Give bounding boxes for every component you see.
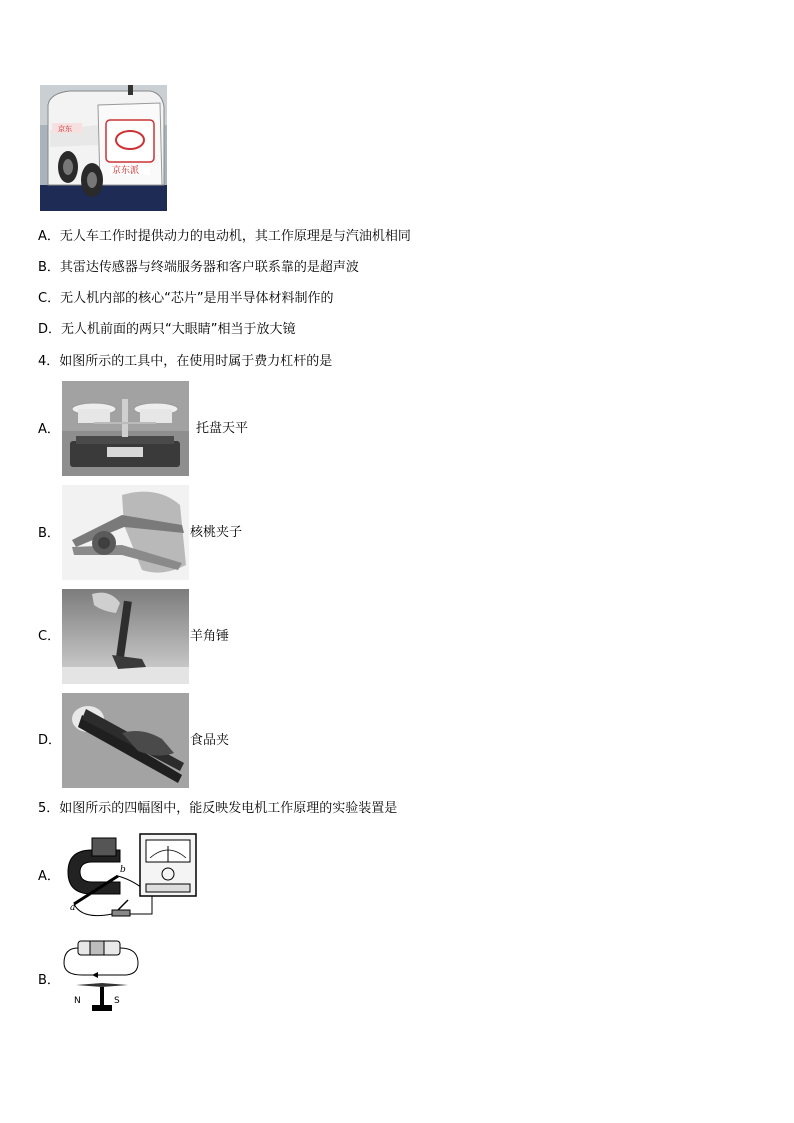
label-n: N (74, 996, 81, 1006)
truck-logo-side: 京东 (58, 125, 72, 133)
generator-apparatus-diagram (62, 828, 199, 925)
delivery-truck-photo (40, 85, 167, 211)
q3-option-d-label: D． (38, 322, 62, 337)
q4-option-c-caption: 羊角锤 (190, 629, 230, 644)
q3-option-b-label: B． (38, 260, 60, 275)
q4-stem: 4．如图所示的工具中，在使用时属于费力杠杆的是 (38, 354, 333, 369)
q3-option-d (38, 321, 296, 339)
q5-option-b-label: B． (38, 973, 60, 988)
q4-option-a-caption: 托盘天平 (196, 421, 249, 436)
balance-scale-photo (62, 381, 189, 476)
label-b: b (120, 865, 126, 875)
q4-option-d-label: D． (38, 733, 62, 748)
q5-option-a-label: A． (38, 869, 60, 884)
q3-option-c-text: 无人机内部的核心“芯片”是用半导体材料制作的 (60, 291, 334, 306)
q3-option-b (38, 259, 359, 277)
truck-logo-main: 京东派 (112, 166, 140, 176)
food-tongs-photo (62, 693, 189, 788)
q3-option-c-label: C． (38, 291, 61, 306)
q4-option-c-label: C． (38, 629, 61, 644)
q4-option-a-label: A． (38, 422, 60, 437)
q3-option-b-text: 其雷达传感器与终端服务器和客户联系靠的是超声波 (59, 260, 359, 275)
q3-option-a-label: A． (38, 229, 60, 244)
q3-option-d-text: 无人机前面的两只“大眼睛”相当于放大镜 (61, 322, 296, 337)
q5-stem: 5．如图所示的四幅图中，能反映发电机工作原理的实验装置是 (38, 801, 398, 816)
q3-option-c (38, 290, 334, 308)
q3-option-a-text: 无人车工作时提供动力的电动机，其工作原理是与汽油机相同 (59, 229, 411, 244)
q4-option-b-label: B． (38, 526, 60, 541)
q3-option-a (38, 228, 411, 246)
q4-option-d-caption: 食品夹 (190, 733, 230, 748)
compass-wire-diagram (62, 935, 141, 1023)
label-s: S (114, 996, 120, 1006)
label-a: a (70, 903, 76, 913)
claw-hammer-photo (62, 589, 189, 684)
nutcracker-photo (62, 485, 189, 580)
q4-option-b-caption: 核桃夹子 (190, 525, 243, 540)
